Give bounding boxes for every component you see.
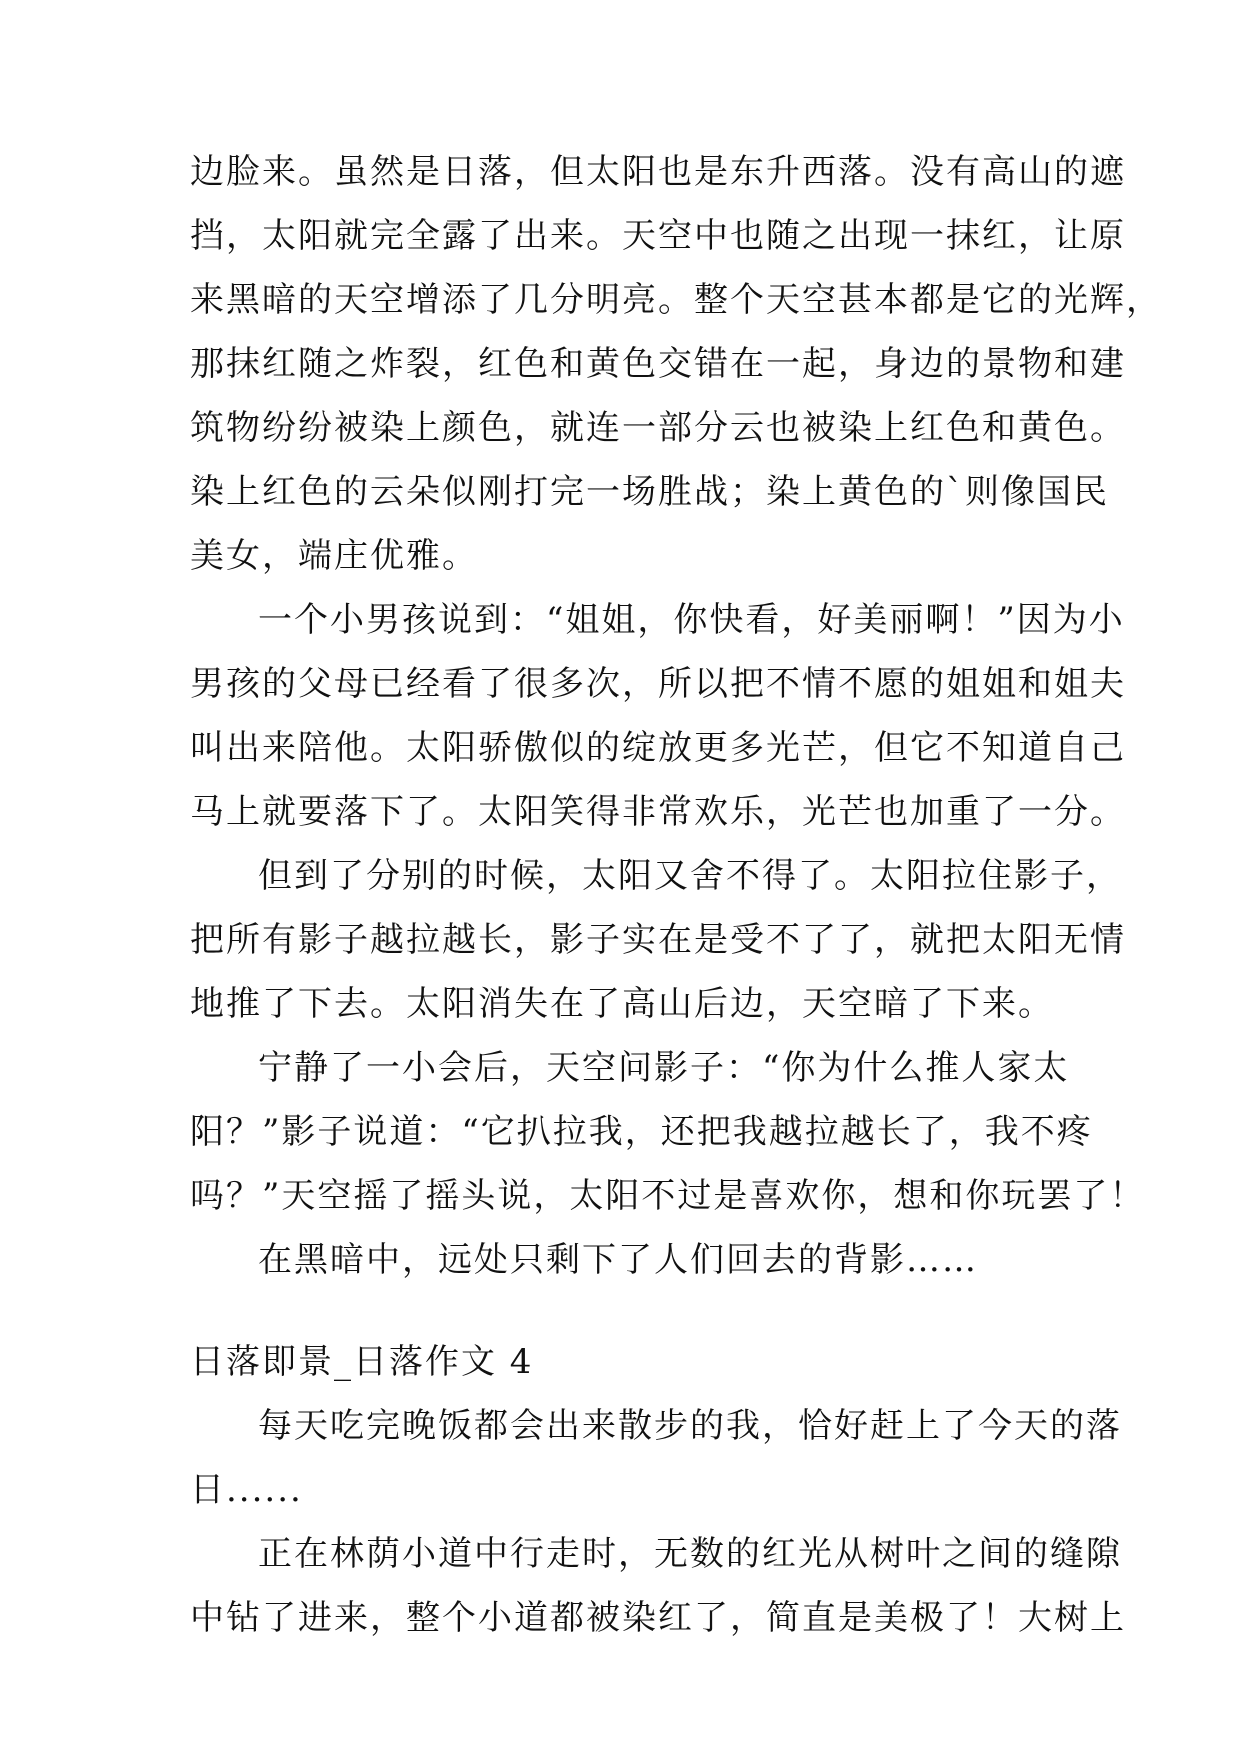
text-line: 吗？”天空摇了摇头说，太阳不过是喜欢你，想和你玩罢了！ <box>190 1176 1146 1216</box>
text-line: 中钻了进来，整个小道都被染红了，简直是美极了！大树上 <box>190 1598 1126 1638</box>
text-line: 美女，端庄优雅。 <box>190 536 478 576</box>
paragraph-first-line: 在黑暗中，远处只剩下了人们回去的背影…… <box>258 1240 978 1280</box>
paragraph-first-line: 宁静了一小会后，天空问影子：“你为什么推人家太 <box>258 1048 1070 1088</box>
text-line: 叫出来陪他。太阳骄傲似的绽放更多光芒，但它不知道自己 <box>190 728 1126 768</box>
text-line: 地推了下去。太阳消失在了高山后边，天空暗了下来。 <box>190 984 1054 1024</box>
text-line: 挡，太阳就完全露了出来。天空中也随之出现一抹红，让原 <box>190 216 1126 256</box>
text-line: 筑物纷纷被染上颜色，就连一部分云也被染上红色和黄色。 <box>190 408 1126 448</box>
text-line: 来黑暗的天空增添了几分明亮。整个天空甚本都是它的光辉， <box>190 280 1162 320</box>
text-line: 男孩的父母已经看了很多次，所以把不情不愿的姐姐和姐夫 <box>190 664 1126 704</box>
text-line: 边脸来。虽然是日落，但太阳也是东升西落。没有高山的遮 <box>190 152 1126 192</box>
text-line: 马上就要落下了。太阳笑得非常欢乐，光芒也加重了一分。 <box>190 792 1126 832</box>
paragraph-first-line: 正在林荫小道中行走时，无数的红光从树叶之间的缝隙 <box>258 1534 1122 1574</box>
section-heading: 日落即景_日落作文 4 <box>190 1342 534 1382</box>
text-line: 日...... <box>190 1470 303 1510</box>
paragraph-first-line: 但到了分别的时候，太阳又舍不得了。太阳拉住影子， <box>258 856 1122 896</box>
text-line: 染上红色的云朵似刚打完一场胜战；染上黄色的`则像国民 <box>190 472 1109 512</box>
text-line: 那抹红随之炸裂，红色和黄色交错在一起，身边的景物和建 <box>190 344 1126 384</box>
paragraph-first-line: 每天吃完晚饭都会出来散步的我，恰好赶上了今天的落 <box>258 1406 1122 1446</box>
text-line: 阳？”影子说道：“它扒拉我，还把我越拉越长了，我不疼 <box>190 1112 1093 1152</box>
paragraph-first-line: 一个小男孩说到：“姐姐，你快看，好美丽啊！”因为小 <box>258 600 1125 640</box>
text-line: 把所有影子越拉越长，影子实在是受不了了，就把太阳无情 <box>190 920 1126 960</box>
